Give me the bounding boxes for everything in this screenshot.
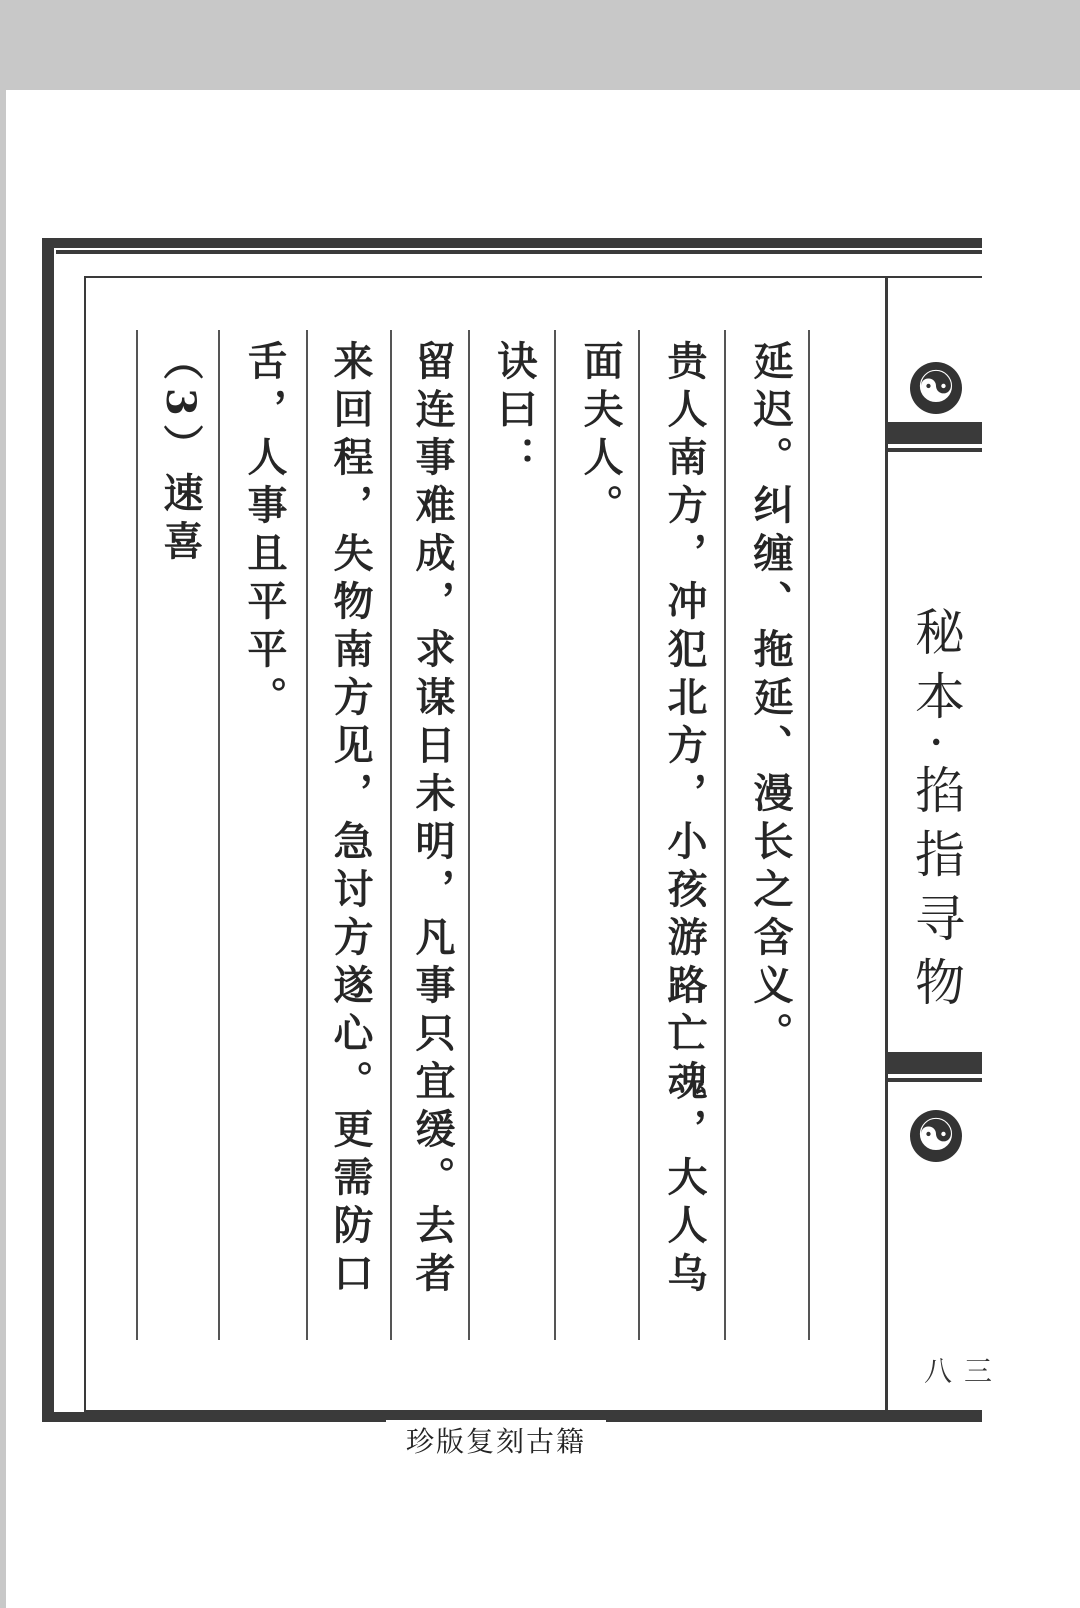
text-column: （3）速喜 (157, 340, 204, 568)
column-rule (306, 330, 308, 1340)
margin-band (888, 1052, 982, 1074)
yin-yang-icon: ☯ (910, 362, 962, 414)
column-rule (808, 330, 810, 1340)
side-margin (888, 276, 993, 1412)
frame-rule (56, 250, 982, 254)
text-column: 面夫人。 (577, 340, 624, 532)
yin-yang-icon: ☯ (910, 1110, 962, 1162)
column-rule (218, 330, 220, 1340)
column-rule (638, 330, 640, 1340)
column-rule (724, 330, 726, 1340)
text-column: 舌，人事且平平。 (241, 340, 288, 724)
footer-label: 珍版复刻古籍 (386, 1420, 606, 1460)
text-column: 延迟。纠缠、拖延、漫长之含义。 (747, 340, 794, 1060)
column-rule (468, 330, 470, 1340)
text-column: 留连事难成，求谋日未明，凡事只宜缓。去者 (409, 340, 456, 1300)
text-column: 来回程，失物南方见，急讨方遂心。更需防口 (327, 340, 374, 1300)
text-column: 贵人南方，冲犯北方，小孩游路亡魂，大人乌 (661, 340, 708, 1300)
margin-band (888, 448, 982, 452)
margin-band (888, 422, 982, 444)
column-rule (136, 330, 138, 1340)
text-column: 诀曰： (491, 340, 538, 484)
book-page (6, 90, 1080, 1608)
column-rule (554, 330, 556, 1340)
column-rule (390, 330, 392, 1340)
margin-band (888, 1078, 982, 1082)
page-number: 三八 (920, 1356, 993, 1388)
book-title: 秘本·掐指寻物 (907, 606, 965, 1020)
